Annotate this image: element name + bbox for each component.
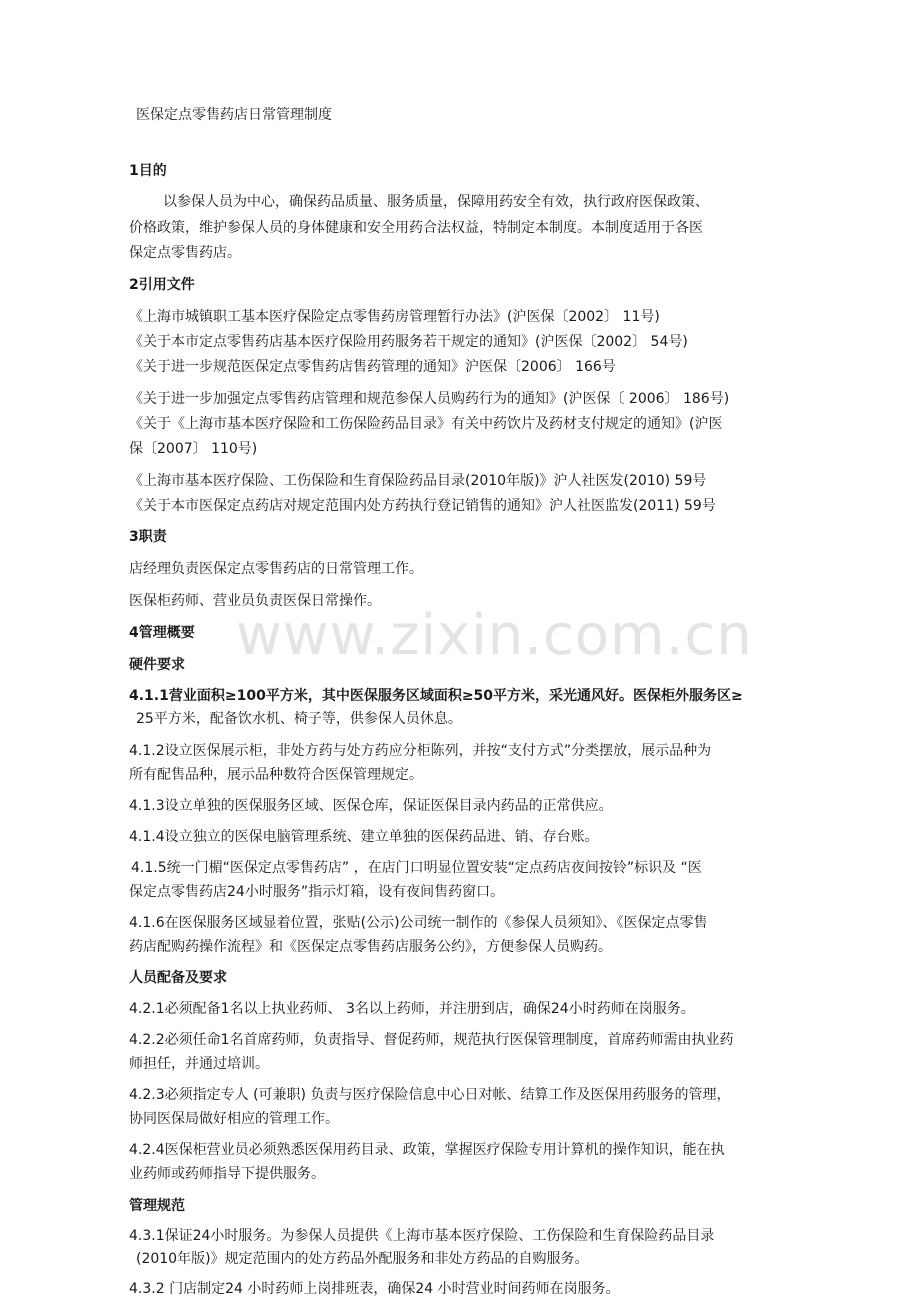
reference-item: 《关于本市医保定点药店对规定范围内处方药执行登记销售的通知》沪人社医监发(2011) 59号 <box>129 498 716 514</box>
reference-item: 《关于进一步规范医保定点零售药店售药管理的通知》沪医保〔2006〕 166号 <box>129 359 616 375</box>
reference-item: 《上海市基本医疗保险、工伤保险和生育保险药品目录(2010年版)》沪人社医发(2010) 59号 <box>129 473 707 489</box>
paragraph-line: 医保柜药师、营业员负责医保日常操作。 <box>129 593 381 609</box>
section-heading-purpose: 1目的 <box>129 163 167 179</box>
subheading-management: 管理规范 <box>129 1198 185 1214</box>
paragraph-line: 4.2.4医保柜营业员必须熟悉医保用药目录、政策，掌握医疗保险专用计算机的操作知识，能在执 <box>129 1142 725 1158</box>
paragraph-line: 4.2.3必须指定专人 (可兼职) 负责与医疗保险信息中心日对帐、结算工作及医保用药服务的管理， <box>129 1087 731 1103</box>
subheading-staff: 人员配备及要求 <box>129 970 227 986</box>
paragraph-line: 保定点零售药店24小时服务”指示灯箱，设有夜间售药窗口。 <box>129 884 505 900</box>
paragraph-line: 价格政策，维护参保人员的身体健康和安全用药合法权益，特制定本制度。本制度适用于各医 <box>129 220 703 236</box>
paragraph-line: 所有配售品种，展示品种数符合医保管理规定。 <box>129 767 423 783</box>
paragraph-line: 4.1.4设立独立的医保电脑管理系统、建立单独的医保药品进、销、存台账。 <box>129 829 599 845</box>
paragraph-line: 药店配购药操作流程》和《医保定点零售药店服务公约》，方便参保人员购药。 <box>129 939 612 955</box>
paragraph-line: 4.1.3设立单独的医保服务区域、医保仓库，保证医保目录内药品的正常供应。 <box>129 798 613 814</box>
subheading-hardware: 硬件要求 <box>129 657 185 673</box>
paragraph-line: 4.1.1营业面积≥100平方米，其中医保服务区域面积≥50平方米，采光通风好。医保柜外服务区≥ <box>129 688 743 704</box>
section-heading-overview: 4管理概要 <box>129 625 195 641</box>
paragraph-line: 4.1.6在医保服务区域显着位置，张贴(公示)公司统一制作的《参保人员须知》、《医保定点零售 <box>129 915 708 931</box>
section-heading-duties: 3职责 <box>129 529 167 545</box>
paragraph-line: (2010年版)》规定范围内的处方药品外配服务和非处方药品的自购服务。 <box>136 1251 589 1267</box>
watermark: www.zixin.com.cn <box>236 603 753 668</box>
paragraph-line: 25平方米，配备饮水机、椅子等，供参保人员休息。 <box>136 711 462 727</box>
paragraph-line: 4.2.1必须配备1名以上执业药师、 3名以上药师，并注册到店，确保24小时药师在岗服务。 <box>129 1001 695 1017</box>
paragraph-line: 4.2.2必须任命1名首席药师，负责指导、督促药师，规范执行医保管理制度，首席药师需由执业药 <box>129 1032 734 1048</box>
reference-item: 《关于进一步加强定点零售药店管理和规范参保人员购药行为的通知》(沪医保〔 2006〕 186号) <box>129 391 730 407</box>
paragraph-line: 保定点零售药店。 <box>129 245 241 261</box>
reference-item: 《上海市城镇职工基本医疗保险定点零售药房管理暂行办法》(沪医保〔2002〕 11号) <box>129 309 660 325</box>
paragraph-line: 4.3.2 门店制定24 小时药师上岗排班表，确保24 小时营业时间药师在岗服务。 <box>129 1281 620 1297</box>
paragraph-line: 4.1.5统一门楣“医保定点零售药店” ，在店门口明显位置安装“定点药店夜间按铃”标识及 “医 <box>131 860 702 876</box>
paragraph-line: 以参保人员为中心，确保药品质量、服务质量，保障用药安全有效，执行政府医保政策、 <box>163 194 709 210</box>
paragraph-line: 4.3.1保证24小时服务。为参保人员提供《上海市基本医疗保险、工伤保险和生育保险药品目录 <box>129 1228 715 1244</box>
paragraph-line: 协同医保局做好相应的管理工作。 <box>129 1111 339 1127</box>
section-heading-references: 2引用文件 <box>129 277 195 293</box>
reference-item: 《关于《上海市基本医疗保险和工伤保险药品目录》有关中药饮片及药材支付规定的通知》(沪医 <box>129 416 723 432</box>
paragraph-line: 4.1.2设立医保展示柜，非处方药与处方药应分柜陈列，并按“支付方式”分类摆放，展示品种为 <box>129 743 712 759</box>
document-title: 医保定点零售药店日常管理制度 <box>136 107 332 123</box>
paragraph-line: 店经理负责医保定点零售药店的日常管理工作。 <box>129 561 423 577</box>
reference-item: 《关于本市定点零售药店基本医疗保险用药服务若干规定的通知》(沪医保〔2002〕 54号) <box>129 334 688 350</box>
reference-item: 保〔2007〕 110号) <box>129 441 258 457</box>
paragraph-line: 师担任，并通过培训。 <box>129 1056 269 1072</box>
paragraph-line: 业药师或药师指导下提供服务。 <box>129 1166 325 1182</box>
